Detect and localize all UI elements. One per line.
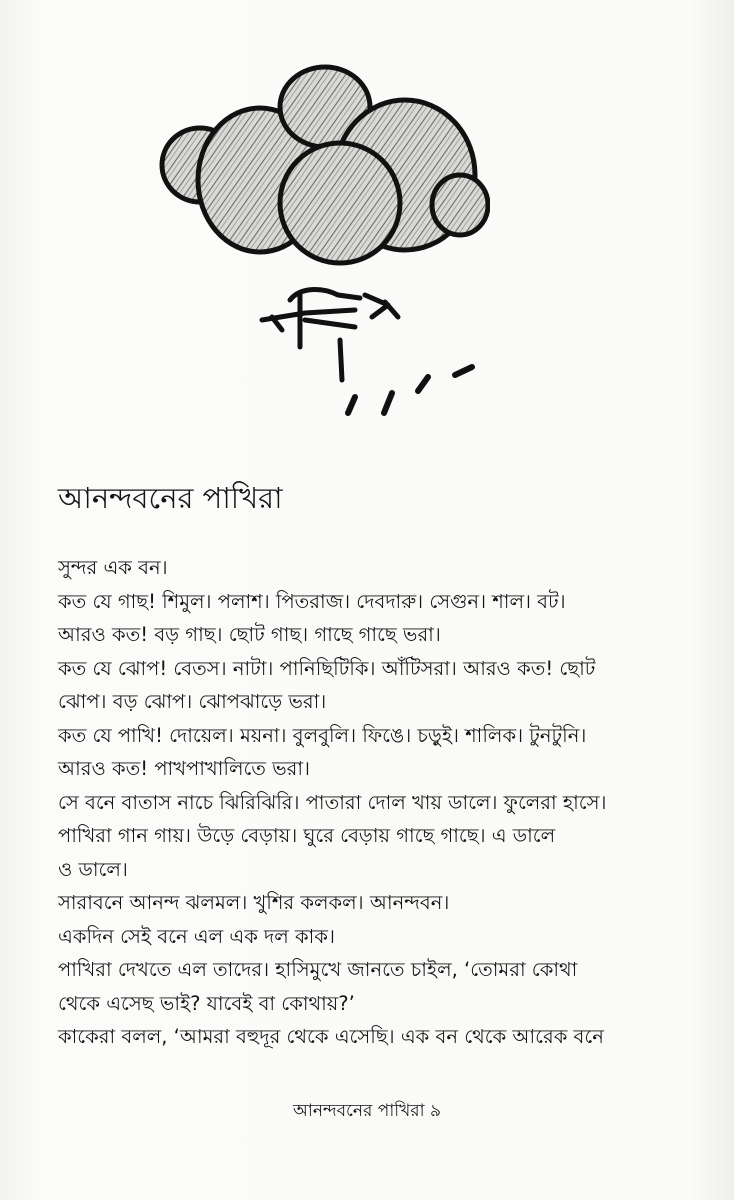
story-text [58,551,678,1054]
page-footer: আনন্দবনের পাখিরা ৯ [292,1101,442,1121]
text-line: কত যে ঝোপ! বেতস। নাটা। পানিছিটিকি। আঁটিসরা। আরও কত! ছোট [58,656,596,680]
text-line: পাখিরা দেখতে এল তাদের। হাসিমুখে জানতে চাইল, ‘তোমরা কোথা [58,958,578,981]
text-line: সারাবনে আনন্দ ঝলমল। খুশির কলকল। আনন্দবন। [58,891,450,914]
text-line: কত যে গাছ! শিমুল। পলাশ। পিতরাজ। দেবদারু। সেগুন। শাল। বট। [58,589,566,613]
text-line: সুন্দর এক বন। [58,556,168,579]
text-line: ঝোপ। বড় ঝোপ। ঝোপঝাড়ে ভরা। [58,690,327,713]
text-line: সে বনে বাতাস নাচে ঝিরিঝিরি। পাতারা দোল খায় ডালে। ফুলেরা হাসে। [58,790,607,814]
rain-drops-icon [348,367,472,413]
text-line: পাখিরা গান গায়। উড়ে বেড়ায়। ঘুরে বেড়ায় গাছে গাছে। এ ডালে [58,824,556,847]
cloud-icon [162,67,488,263]
text-line: ও ডালে। [58,857,128,881]
cloud-rain-bird-illustration [150,55,490,450]
text-line: একদিন সেই বনে এল এক দল কাক। [58,924,335,948]
text-line: আরও কত! বড় গাছ। ছোট গাছ। গাছে গাছে ভরা। [58,623,441,646]
bird-icon [262,290,398,380]
text-line: আরও কত! পাখপাখালিতে ভরা। [58,757,311,780]
chapter-title: আনন্দবনের পাখিরা [58,481,283,515]
text-line: কাকেরা বলল, ‘আমরা বহুদূর থেকে এসেছি। এক বন থেকে আরেক বনে [58,1025,604,1048]
text-line: কত যে পাখি! দোয়েল। ময়না। বুলবুলি। ফিঙে। চড়ুই। শালিক। টুনটুনি। [58,723,587,747]
text-line: থেকে এসেছ ভাই? যাবেই বা কোথায়?’ [58,991,355,1015]
